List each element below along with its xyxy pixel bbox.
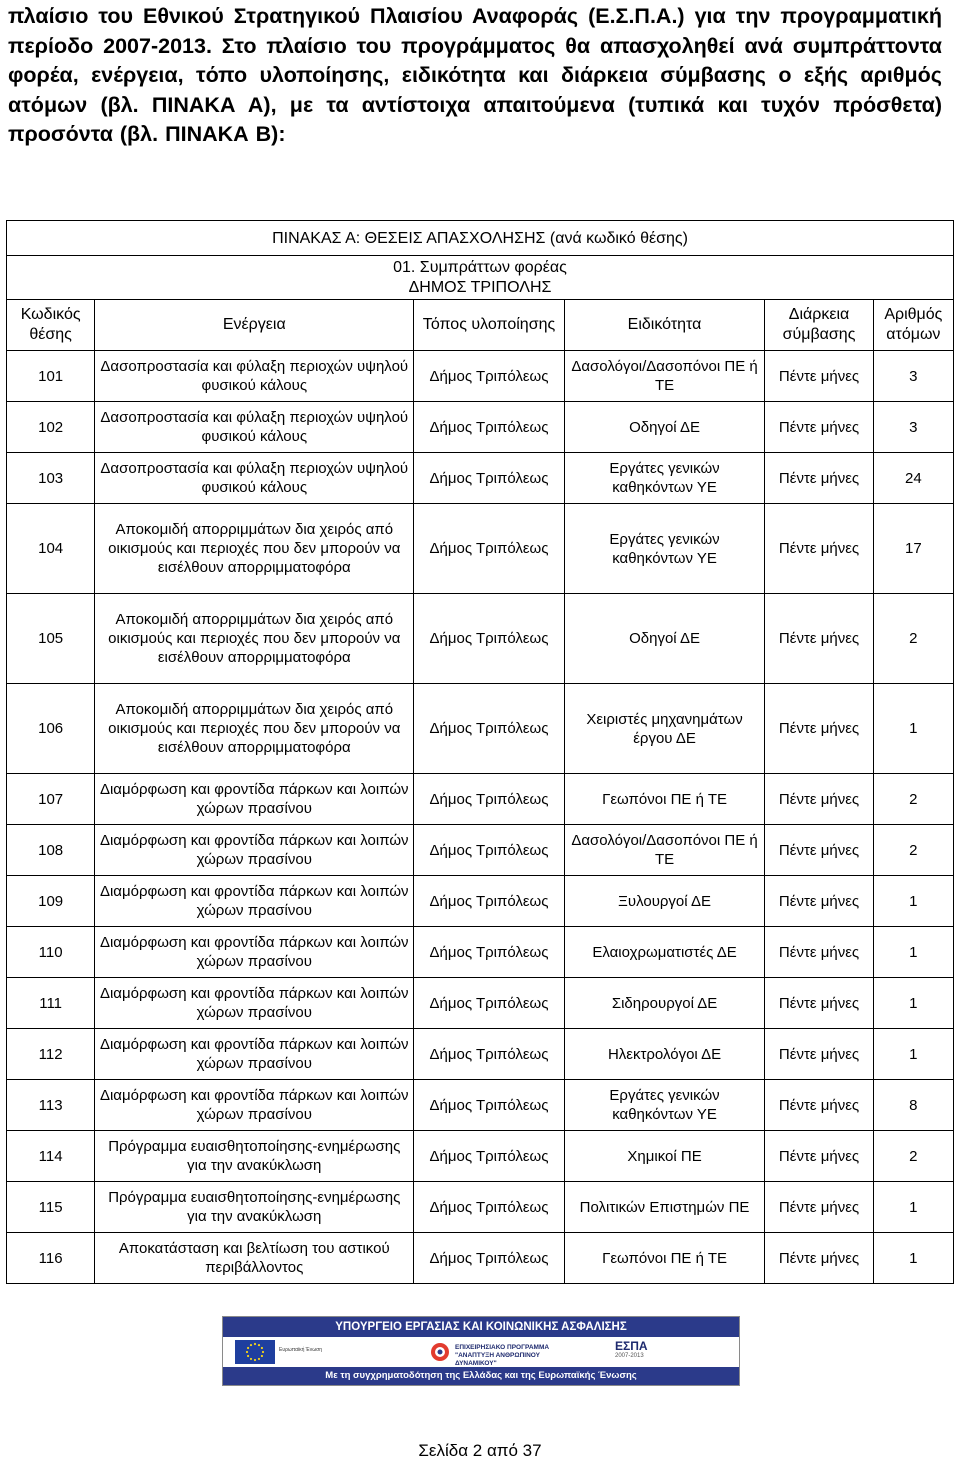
cell-place: Δήμος Τριπόλεως: [414, 504, 564, 594]
cell-count: 2: [873, 774, 953, 825]
cell-duration: Πέντε μήνες: [765, 978, 873, 1029]
flag-star: [258, 1358, 260, 1360]
cell-specialty: Πολιτικών Επιστημών ΠΕ: [564, 1182, 765, 1233]
cell-specialty: Δασολόγοι/Δασοπόνοι ΠΕ ή ΤΕ: [564, 351, 765, 402]
cell-duration: Πέντε μήνες: [765, 927, 873, 978]
table-row: [7, 927, 954, 978]
cell-count: 1: [873, 876, 953, 927]
flag-star: [261, 1347, 263, 1349]
cell-count: 3: [873, 351, 953, 402]
cell-specialty: Γεωπόνοι ΠΕ ή ΤΕ: [564, 774, 765, 825]
cell-specialty: Εργάτες γενικών καθηκόντων ΥΕ: [564, 504, 765, 594]
table-subtitle: [7, 256, 954, 300]
program-mark-icon: [429, 1342, 451, 1362]
logos-strip: [223, 1337, 739, 1367]
cell-code: 104: [7, 504, 95, 594]
espa-label: ΕΣΠΑ: [615, 1339, 648, 1353]
cell-specialty: Οδηγοί ΔΕ: [564, 402, 765, 453]
table-row: [7, 978, 954, 1029]
table-subtitle-line2: ΔΗΜΟΣ ΤΡΙΠΟΛΗΣ: [408, 278, 552, 296]
flag-star: [247, 1355, 249, 1357]
cell-specialty: Οδηγοί ΔΕ: [564, 594, 765, 684]
cell-place: Δήμος Τριπόλεως: [414, 402, 564, 453]
cell-place: Δήμος Τριπόλεως: [414, 351, 564, 402]
cell-duration: Πέντε μήνες: [765, 1080, 873, 1131]
table-row: [7, 1233, 954, 1284]
cell-action: Αποκομιδή απορριμμάτων δια χειρός από οικισμούς και περιοχές που δεν μπορούν να εισέλθουν απορριμματοφόρα: [95, 684, 414, 774]
cell-place: Δήμος Τριπόλεως: [414, 1233, 564, 1284]
header-action: Ενέργεια: [95, 300, 414, 351]
cell-code: 103: [7, 453, 95, 504]
cell-count: 1: [873, 684, 953, 774]
table-row: [7, 876, 954, 927]
flag-star: [261, 1355, 263, 1357]
cell-specialty: Ηλεκτρολόγοι ΔΕ: [564, 1029, 765, 1080]
cell-place: Δήμος Τριπόλεως: [414, 978, 564, 1029]
cell-specialty: Γεωπόνοι ΠΕ ή ΤΕ: [564, 1233, 765, 1284]
cell-count: 1: [873, 1029, 953, 1080]
table-row: [7, 1029, 954, 1080]
page-number: Σελίδα 2 από 37: [418, 1441, 542, 1460]
cell-duration: Πέντε μήνες: [765, 594, 873, 684]
cell-place: Δήμος Τριπόλεως: [414, 1029, 564, 1080]
cell-place: Δήμος Τριπόλεως: [414, 927, 564, 978]
cell-place: Δήμος Τριπόλεως: [414, 453, 564, 504]
header-duration: Διάρκεια σύμβασης: [765, 300, 873, 351]
cell-count: 1: [873, 927, 953, 978]
espa-logo: [615, 1339, 715, 1365]
ministry-banner: ΥΠΟΥΡΓΕΙΟ ΕΡΓΑΣΙΑΣ ΚΑΙ ΚΟΙΝΩΝΙΚΗΣ ΑΣΦΑΛΙΣΗΣ: [223, 1317, 739, 1337]
cell-action: Διαμόρφωση και φροντίδα πάρκων και λοιπών χώρων πρασίνου: [95, 978, 414, 1029]
cell-count: 8: [873, 1080, 953, 1131]
cell-place: Δήμος Τριπόλεως: [414, 684, 564, 774]
cell-count: 3: [873, 402, 953, 453]
flag-star: [246, 1351, 248, 1353]
cell-code: 113: [7, 1080, 95, 1131]
cell-code: 106: [7, 684, 95, 774]
cell-duration: Πέντε μήνες: [765, 402, 873, 453]
cell-specialty: Εργάτες γενικών καθηκόντων ΥΕ: [564, 453, 765, 504]
cell-duration: Πέντε μήνες: [765, 1029, 873, 1080]
table-row: [7, 594, 954, 684]
program-line1: ΕΠΙΧΕΙΡΗΣΙΑΚΟ ΠΡΟΓΡΑΜΜΑ: [455, 1344, 550, 1351]
cell-code: 102: [7, 402, 95, 453]
cell-specialty: Δασολόγοι/Δασοπόνοι ΠΕ ή ΤΕ: [564, 825, 765, 876]
flag-star: [262, 1351, 264, 1353]
cell-action: Διαμόρφωση και φροντίδα πάρκων και λοιπών χώρων πρασίνου: [95, 1029, 414, 1080]
table-row: [7, 1182, 954, 1233]
table-row: [7, 402, 954, 453]
cell-code: 114: [7, 1131, 95, 1182]
cell-action: Πρόγραμμα ευαισθητοποίησης-ενημέρωσης για την ανακύκλωση: [95, 1131, 414, 1182]
table-title: ΠΙΝΑΚΑΣ Α: ΘΕΣΕΙΣ ΑΠΑΣΧΟΛΗΣΗΣ (ανά κωδικό θέσης): [7, 221, 954, 256]
cell-duration: Πέντε μήνες: [765, 453, 873, 504]
cell-action: Διαμόρφωση και φροντίδα πάρκων και λοιπών χώρων πρασίνου: [95, 825, 414, 876]
table-body: [7, 351, 954, 1284]
cell-place: Δήμος Τριπόλεως: [414, 774, 564, 825]
cell-code: 110: [7, 927, 95, 978]
flag-star: [254, 1343, 256, 1345]
cell-action: Δασοπροστασία και φύλαξη περιοχών υψηλού φυσικού κάλους: [95, 453, 414, 504]
cell-duration: Πέντε μήνες: [765, 825, 873, 876]
cell-action: Πρόγραμμα ευαισθητοποίησης-ενημέρωσης για την ανακύκλωση: [95, 1182, 414, 1233]
table-subtitle-line1: 01. Συμπράττων φορέας: [393, 258, 567, 276]
intro-paragraph: πλαίσιο του Εθνικού Στρατηγικού Πλαισίου Αναφοράς (Ε.Σ.Π.Α.) για την προγραμματική περίοδο 2007-2013. Στο πλαίσιο του προγράμματος θα απασχοληθεί ανά συμπράττοντα φορέα, ενέργεια, τόπο υλοποίησης, ειδικότητα και διάρκεια σύμβασης ο εξής αριθμός ατόμων (βλ. ΠΙΝΑΚΑ Α), με τα αντίστοιχα απαιτούμενα (τυπικά και τυχόν πρόσθετα) προσόντα (βλ. ΠΙΝΑΚΑ Β):: [8, 4, 942, 147]
eu-flag-icon: [235, 1340, 275, 1364]
eu-label: Ευρωπαϊκή Ένωση: [279, 1347, 322, 1353]
cell-action: Αποκομιδή απορριμμάτων δια χειρός από οικισμούς και περιοχές που δεν μπορούν να εισέλθουν απορριμματοφόρα: [95, 594, 414, 684]
table-row: [7, 1131, 954, 1182]
flag-star: [247, 1347, 249, 1349]
cell-action: Διαμόρφωση και φροντίδα πάρκων και λοιπών χώρων πρασίνου: [95, 876, 414, 927]
cell-place: Δήμος Τριπόλεως: [414, 1131, 564, 1182]
cell-code: 108: [7, 825, 95, 876]
cell-count: 2: [873, 825, 953, 876]
table-row: [7, 684, 954, 774]
cell-count: 1: [873, 1182, 953, 1233]
cell-code: 105: [7, 594, 95, 684]
cell-count: 1: [873, 1233, 953, 1284]
cell-place: Δήμος Τριπόλεως: [414, 1080, 564, 1131]
cell-specialty: Ξυλουργοί ΔΕ: [564, 876, 765, 927]
flag-star: [250, 1344, 252, 1346]
cofinance-banner: Με τη συγχρηματοδότηση της Ελλάδας και της Ευρωπαϊκής Ένωσης: [223, 1367, 739, 1385]
cell-code: 116: [7, 1233, 95, 1284]
cell-place: Δήμος Τριπόλεως: [414, 876, 564, 927]
positions-table: [6, 220, 954, 1284]
cell-action: Αποκομιδή απορριμμάτων δια χειρός από οικισμούς και περιοχές που δεν μπορούν να εισέλθουν απορριμματοφόρα: [95, 504, 414, 594]
flag-star: [258, 1344, 260, 1346]
cell-code: 101: [7, 351, 95, 402]
header-specialty: Ειδικότητα: [564, 300, 765, 351]
header-place: Τόπος υλοποίησης: [414, 300, 564, 351]
program-logo: [429, 1341, 579, 1367]
cell-count: 2: [873, 594, 953, 684]
header-count: Αριθμός ατόμων: [873, 300, 953, 351]
cell-duration: Πέντε μήνες: [765, 1233, 873, 1284]
espa-years: 2007-2013: [615, 1353, 644, 1359]
cell-duration: Πέντε μήνες: [765, 876, 873, 927]
table-row: [7, 774, 954, 825]
table-row: [7, 825, 954, 876]
table-row: [7, 453, 954, 504]
cell-duration: Πέντε μήνες: [765, 1131, 873, 1182]
cell-code: 115: [7, 1182, 95, 1233]
cell-count: 2: [873, 1131, 953, 1182]
cell-code: 112: [7, 1029, 95, 1080]
table-row: [7, 1080, 954, 1131]
cell-action: Διαμόρφωση και φροντίδα πάρκων και λοιπών χώρων πρασίνου: [95, 1080, 414, 1131]
cell-duration: Πέντε μήνες: [765, 684, 873, 774]
cell-specialty: Χειριστές μηχανημάτων έργου ΔΕ: [564, 684, 765, 774]
program-line2: "ΑΝΑΠΤΥΞΗ ΑΝΘΡΩΠΙΝΟΥ ΔΥΝΑΜΙΚΟΥ": [455, 1352, 541, 1367]
flag-star: [254, 1359, 256, 1361]
cell-code: 107: [7, 774, 95, 825]
cell-duration: Πέντε μήνες: [765, 1182, 873, 1233]
cell-specialty: Σιδηρουργοί ΔΕ: [564, 978, 765, 1029]
cell-action: Δασοπροστασία και φύλαξη περιοχών υψηλού φυσικού κάλους: [95, 351, 414, 402]
table-row: [7, 504, 954, 594]
cell-code: 111: [7, 978, 95, 1029]
cell-action: Αποκατάσταση και βελτίωση του αστικού περιβάλλοντος: [95, 1233, 414, 1284]
cell-count: 24: [873, 453, 953, 504]
cell-duration: Πέντε μήνες: [765, 351, 873, 402]
footer-banner: [222, 1316, 740, 1386]
cell-action: Διαμόρφωση και φροντίδα πάρκων και λοιπών χώρων πρασίνου: [95, 774, 414, 825]
cell-code: 109: [7, 876, 95, 927]
header-code: Κωδικός θέσης: [7, 300, 95, 351]
cell-place: Δήμος Τριπόλεως: [414, 825, 564, 876]
cell-action: Δασοπροστασία και φύλαξη περιοχών υψηλού φυσικού κάλους: [95, 402, 414, 453]
cell-duration: Πέντε μήνες: [765, 504, 873, 594]
cell-action: Διαμόρφωση και φροντίδα πάρκων και λοιπών χώρων πρασίνου: [95, 927, 414, 978]
cell-specialty: Χημικοί ΠΕ: [564, 1131, 765, 1182]
cell-place: Δήμος Τριπόλεως: [414, 1182, 564, 1233]
flag-star: [250, 1358, 252, 1360]
cell-place: Δήμος Τριπόλεως: [414, 594, 564, 684]
table-row: [7, 351, 954, 402]
cell-specialty: Εργάτες γενικών καθηκόντων ΥΕ: [564, 1080, 765, 1131]
cell-count: 17: [873, 504, 953, 594]
cell-specialty: Ελαιοχρωματιστές ΔΕ: [564, 927, 765, 978]
cell-count: 1: [873, 978, 953, 1029]
cell-duration: Πέντε μήνες: [765, 774, 873, 825]
